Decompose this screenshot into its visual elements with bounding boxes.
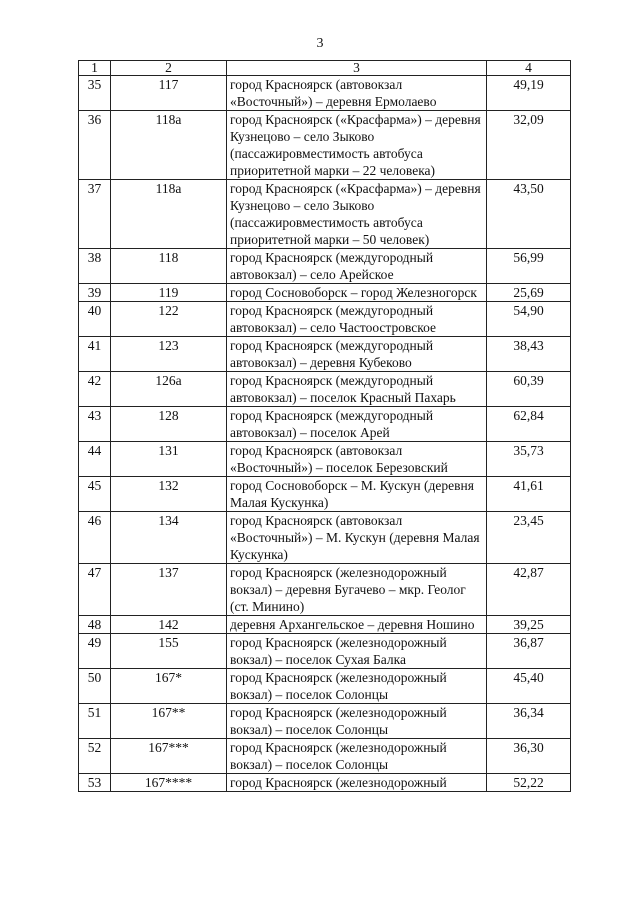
route-value: 23,45 — [487, 512, 571, 564]
table-row — [79, 512, 571, 564]
route-value: 39,25 — [487, 616, 571, 634]
table-row — [79, 76, 571, 111]
route-value: 49,19 — [487, 76, 571, 111]
route-number: 126а — [111, 372, 227, 407]
route-number: 167* — [111, 669, 227, 704]
table-row — [79, 564, 571, 616]
route-value: 41,61 — [487, 477, 571, 512]
route-value: 60,39 — [487, 372, 571, 407]
route-name: город Красноярск (железнодорожный вокзал) – деревня Бугачево – мкр. Геолог (ст. Минино) — [227, 564, 487, 616]
route-name: город Сосновоборск – город Железногорск — [227, 284, 487, 302]
route-number: 122 — [111, 302, 227, 337]
row-number: 47 — [79, 564, 111, 616]
route-number: 128 — [111, 407, 227, 442]
route-value: 35,73 — [487, 442, 571, 477]
row-number: 53 — [79, 774, 111, 792]
route-number: 167**** — [111, 774, 227, 792]
row-number: 42 — [79, 372, 111, 407]
route-value: 42,87 — [487, 564, 571, 616]
table-row — [79, 180, 571, 249]
route-number: 132 — [111, 477, 227, 512]
route-name: город Красноярск (междугородный автовокзал) – село Арейское — [227, 249, 487, 284]
route-name: город Красноярск (автовокзал «Восточный») – деревня Ермолаево — [227, 76, 487, 111]
route-value: 36,30 — [487, 739, 571, 774]
row-number: 48 — [79, 616, 111, 634]
route-value: 25,69 — [487, 284, 571, 302]
route-name: город Красноярск (железнодорожный вокзал) – поселок Солонцы — [227, 739, 487, 774]
route-name: деревня Архангельское – деревня Ношино — [227, 616, 487, 634]
route-name: город Красноярск (междугородный автовокзал) – село Частоостровское — [227, 302, 487, 337]
route-number: 142 — [111, 616, 227, 634]
route-value: 43,50 — [487, 180, 571, 249]
route-value: 32,09 — [487, 111, 571, 180]
row-number: 36 — [79, 111, 111, 180]
row-number: 35 — [79, 76, 111, 111]
route-name: город Красноярск («Красфарма») – деревня Кузнецово – село Зыково (пассажировместимость автобуса приоритетной марки – 50 человек) — [227, 180, 487, 249]
row-number: 43 — [79, 407, 111, 442]
row-number: 44 — [79, 442, 111, 477]
route-value: 62,84 — [487, 407, 571, 442]
table-row — [79, 442, 571, 477]
route-number: 118а — [111, 180, 227, 249]
table-row — [79, 407, 571, 442]
route-number: 117 — [111, 76, 227, 111]
row-number: 40 — [79, 302, 111, 337]
table-row — [79, 477, 571, 512]
page-number: 3 — [316, 36, 324, 51]
route-name: город Красноярск («Красфарма») – деревня Кузнецово – село Зыково (пассажировместимость автобуса приоритетной марки – 22 человека) — [227, 111, 487, 180]
route-number: 118 — [111, 249, 227, 284]
column-header-1: 1 — [79, 61, 111, 76]
row-number: 52 — [79, 739, 111, 774]
table-row — [79, 302, 571, 337]
row-number: 38 — [79, 249, 111, 284]
route-value: 36,87 — [487, 634, 571, 669]
route-number: 134 — [111, 512, 227, 564]
route-name-text: город Красноярск (железнодорожный — [230, 775, 447, 790]
column-header-3: 3 — [227, 61, 487, 76]
row-number: 41 — [79, 337, 111, 372]
route-value: 36,34 — [487, 704, 571, 739]
route-number: 155 — [111, 634, 227, 669]
route-number: 167** — [111, 704, 227, 739]
route-number: 167*** — [111, 739, 227, 774]
table-row — [79, 616, 571, 634]
table-header-row — [79, 61, 571, 76]
row-number: 50 — [79, 669, 111, 704]
row-number: 39 — [79, 284, 111, 302]
row-number: 45 — [79, 477, 111, 512]
table-row — [79, 669, 571, 704]
row-number: 51 — [79, 704, 111, 739]
route-name: город Красноярск (железнодорожный вокзал) – поселок Солонцы — [227, 669, 487, 704]
route-number: 131 — [111, 442, 227, 477]
row-number: 46 — [79, 512, 111, 564]
table-row — [79, 774, 571, 792]
route-name — [227, 774, 487, 792]
row-number: 49 — [79, 634, 111, 669]
route-value: 56,99 — [487, 249, 571, 284]
table-row — [79, 739, 571, 774]
route-number: 118а — [111, 111, 227, 180]
routes-table — [78, 60, 571, 792]
route-number: 123 — [111, 337, 227, 372]
route-name: город Красноярск (междугородный автовокзал) – деревня Кубеково — [227, 337, 487, 372]
table-row — [79, 337, 571, 372]
route-value: 52,22 — [487, 774, 571, 792]
route-value: 45,40 — [487, 669, 571, 704]
table-row — [79, 634, 571, 669]
table-row — [79, 284, 571, 302]
route-name: город Сосновоборск – М. Кускун (деревня Малая Кускунка) — [227, 477, 487, 512]
table-row — [79, 111, 571, 180]
route-name: город Красноярск (автовокзал «Восточный») – М. Кускун (деревня Малая Кускунка) — [227, 512, 487, 564]
route-value: 54,90 — [487, 302, 571, 337]
table-row — [79, 249, 571, 284]
route-name: город Красноярск (железнодорожный вокзал) – поселок Солонцы — [227, 704, 487, 739]
route-number: 137 — [111, 564, 227, 616]
route-name: город Красноярск (междугородный автовокзал) – поселок Арей — [227, 407, 487, 442]
column-header-4: 4 — [487, 61, 571, 76]
route-name: город Красноярск (железнодорожный вокзал) – поселок Сухая Балка — [227, 634, 487, 669]
route-name: город Красноярск (междугородный автовокзал) – поселок Красный Пахарь — [227, 372, 487, 407]
table-row — [79, 372, 571, 407]
route-value: 38,43 — [487, 337, 571, 372]
table-row — [79, 704, 571, 739]
route-number: 119 — [111, 284, 227, 302]
row-number: 37 — [79, 180, 111, 249]
column-header-2: 2 — [111, 61, 227, 76]
route-name: город Красноярск (автовокзал «Восточный») – поселок Березовский — [227, 442, 487, 477]
